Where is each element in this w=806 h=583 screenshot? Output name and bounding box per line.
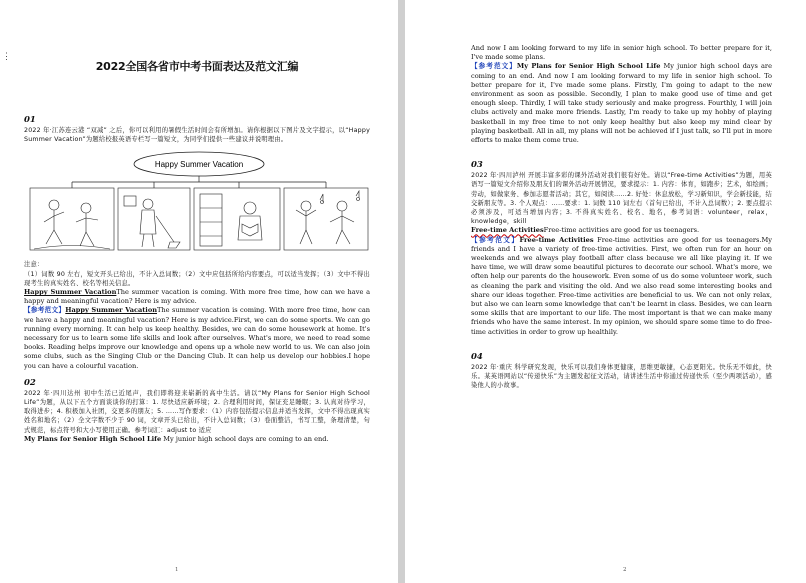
- notes-label: 注意：: [24, 261, 44, 269]
- document-title: 2022全国各省市中考书面表达及范文汇编: [95, 60, 299, 73]
- opening-line: My Plans for Senior High School Life My junior high school days are coming to an end.: [24, 434, 329, 443]
- q02-continuation: And now I am looking forward to my life in senior high school. To better prepare for it, I've made some plans.: [471, 44, 772, 62]
- question-intro: 2022 年·四川达州 初中生活已近尾声，我们即将迎来崭新的高中生活。请以“My Plans for Senior High School Life”为题，从以下五个方面谈谈你的打算：1. 尽快适应新环境；2. 合理利用时间，保证充足睡眠；3. 认真对待学习，取得进步；4. 积极加入社团，交更多的朋友；5. ……写作要求：（1）内容包括提示信息并适当发挥，文中不得出现真实姓名和地名；（2）全文字数不少于 90 词，文章开头已给出，不计入总词数；（3）卷面整洁，书写工整，条理清楚，句式规范，标点符号和大小写使用正确。参考词汇：adjust to 适应: [24, 389, 370, 434]
- question-number: 04: [471, 351, 483, 362]
- opening-line: Happy Summer VacationThe summer vacation is coming. With more free time, how can we have a happy and meaningful vacation? Here is my advice.: [24, 288, 371, 306]
- question-intro: 2022 年·四川泸州 开展丰富多彩的课外活动对我们很有好处。请以“Free-time Activities”为题，用英语写一篇短文介绍你及朋友们的课外活动开展情况，要求提示：1. 内容：体育，如跑步；艺术，如绘画；劳动，如做家务、参加志愿者活动；其它，如阅读……2. 好处：休息放松，学习新知识，学会新技能，结交新朋友等。3. 个人观点：……要求：1. 词数 110 词左右（首句已给出，不计入总词数）；2. 要点提示必须涉及，可适当增加内容；3. 不得真实姓名、校名、地名，参考词语：volunteer，relax，knowledge，skill: [471, 172, 772, 226]
- question-01: [24, 114, 370, 371]
- opening-line: Free-time ActivitiesFree-time activities are good for us teenagers.: [471, 226, 700, 235]
- question-intro: 2022 年·重庆 科学研究发现，快乐可以我们身体更健康，思维更敏捷，心态更阳光。快乐无不如此，快乐。某英语网站以“传递快乐”为主题发起征文活动，请讲述生活中你通过传递快乐（至少两项活动），感染他人的小故事。: [471, 363, 772, 390]
- sample-essay: 【参考范文】Free-time Activities Free-time activities are good for us teenagers.My friends and I have a variety of free-time activities. First, we often run for an hour on weekends and we always play football after class because we all like playing it. If we have time, we will draw some beautiful pictures to decorate our school. What's more, we often help our parents do the housework. Even some of us do some volunteer work, such as cleaning the park and visiting the old. And we also read some interesting books and share our ideas together. Free-time activities are beneficial to us. We can not only relax, but also we can learn some knowledge that can't be learnt in class. Besides, we can learn some skills that are important to our life. The most important is that we can make many friends who have the same interest. In my opinion, we should spare some time to do free-time activities in order to grow up healthily.: [471, 235, 772, 336]
- more-options-icon[interactable]: ⋮: [2, 52, 11, 62]
- figure-label: Happy Summer Vacation: [154, 160, 244, 170]
- page-number: 1: [175, 567, 179, 573]
- page-number: 2: [623, 567, 627, 573]
- panel-sports: [30, 188, 114, 250]
- panel-clubs: [284, 188, 368, 250]
- panel-reading: [194, 188, 280, 250]
- question-number: 02: [24, 377, 36, 388]
- question-03: [471, 159, 772, 337]
- question-04: [471, 351, 772, 391]
- notes-text: （1）词数 90 左右，短文开头已给出，不计入总词数；（2）文中应包括所给内容要点，可以适当发挥；（3）文中不得出现考生的真实姓名、校名等相关信息。: [24, 270, 370, 287]
- vacation-illustration: [24, 150, 370, 252]
- question-02: [24, 377, 370, 444]
- sample-essay: 【参考范文】My Plans for Senior High School Life My junior high school days are coming to an end. And now I am looking forward to my life in senior high school. To better prepare for it, I've made some plans. Firstly, I'm going to adapt to the new environment as soon as possible. Secondly, I plan to make good use of time and get enough sleep. Thirdly, I will take study seriously and make progress. Fourthly, I will join clubs actively and make more friends. Lastly, I'm ready to take up my hobby of playing basketball in my free time to not only keep healthy but also keep my mind clear by playing basketball. All in all, my plans will not be achieved if I just talk, so I'll put in more efforts to make them come true.: [471, 62, 772, 145]
- panel-housework: [118, 188, 190, 250]
- question-intro: 2022 年·江苏连云港 “双减” 之后，你可以利用的暑假生活时间会有所增加。请你根据以下图片及文字提示，以“Happy Summer Vacation”为题给校报英语专栏写一篇短文，为同学们提供一些建议并说明理由。: [24, 127, 370, 144]
- question-number: 03: [471, 160, 483, 171]
- document-page-2: [405, 0, 806, 583]
- sample-essay: 【参考范文】Happy Summer VacationThe summer vacation is coming. With more free time, how can we have a happy and meaningful vacation? Here is my advice.First, we can do some sports. We can go running every morning. It can help us keep healthy. Besides, we can do some housework at home. It's necessary for us to learn some life skills and look after ourselves. What's more, we need to read some books. Reading helps improve our knowledge and opens up a whole new world to us. We can also join some clubs, such as the Singing Club or the Dancing Club. It can help us develop our hobbies.I hope you can have a colourful vacation.: [24, 306, 371, 370]
- document-page-1: [0, 0, 398, 583]
- question-number: 01: [24, 115, 36, 125]
- vacation-diagram: [24, 150, 370, 252]
- page-gutter: [398, 0, 405, 583]
